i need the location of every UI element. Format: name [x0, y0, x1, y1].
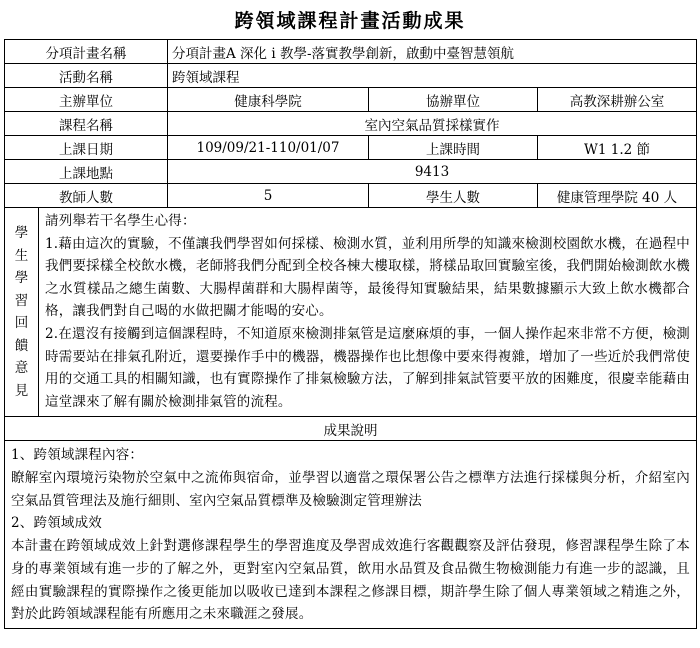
row-course-name	[5, 112, 697, 136]
feedback-label-char: 回	[14, 315, 29, 332]
feedback-item-1: 1.藉由這次的實驗，不僅讓我們學習如何採樣、檢測水質，並利用所學的知識來檢測校園飲水機，在過程中我們要採樣全校飲水機，老師將我們分配到全校各棟大樓取樣，將樣品取回實驗室後，我們開始檢測飲水機之水質樣品之總生菌數、大腸桿菌群和大腸桿菌等，最後得知實驗結果，結果數據顯示大致上飲水機都合格，讓我們對自己喝的水做把關才能喝的安心。	[45, 235, 691, 320]
teacher-count-label: 教師人數	[5, 184, 168, 208]
activity-name-value: 跨領域課程	[168, 64, 697, 88]
host-unit-label: 主辦單位	[5, 88, 168, 112]
outcome-header: 成果說明	[5, 417, 697, 441]
row-plan-name	[5, 40, 697, 64]
feedback-label-char: 意	[14, 360, 29, 377]
cohost-unit-value: 高教深耕辦公室	[538, 88, 697, 112]
host-unit-value: 健康科學院	[168, 88, 369, 112]
student-feedback-content	[39, 208, 697, 417]
class-location-value: 9413	[168, 160, 697, 184]
row-organizers	[5, 88, 697, 112]
activity-form-table	[4, 39, 697, 629]
course-name-label: 課程名稱	[5, 112, 168, 136]
row-student-feedback	[5, 208, 697, 417]
outcome-section-1-body: 瞭解室內環境污染物於空氣中之流佈與宿命，並學習以適當之環保署公告之標準方法進行採樣與分析，介紹室內空氣品質管理法及施行細則、室內空氣品質標準及檢驗測定管理辦法	[11, 470, 691, 509]
outcome-content	[5, 441, 697, 629]
cohost-unit-label: 協辦單位	[369, 88, 538, 112]
plan-name-label: 分項計畫名稱	[5, 40, 168, 64]
document-title: 跨領域課程計畫活動成果	[234, 10, 466, 32]
feedback-label-char: 饋	[14, 337, 29, 354]
feedback-item-2: 2.在還沒有接觸到這個課程時，不知道原來檢測排氣管是這麼麻煩的事，一個人操作起來非常不方便，檢測時需要站在排氣孔附近，還要操作手中的機器，機器操作也比想像中要來得複雜，增加了一些近於我們常使用的交通工具的相關知識，也有實際操作了排氣檢驗方法，了解到排氣試管要平放的困難度，很慶幸能藉由這堂課來了解有關於檢測排氣管的流程。	[45, 325, 691, 410]
teacher-count-value: 5	[168, 184, 369, 208]
activity-name-label: 活動名稱	[5, 64, 168, 88]
course-name-value: 室內空氣品質採樣實作	[168, 112, 697, 136]
outcome-section-2-title: 2、跨領域成效	[11, 515, 102, 532]
plan-name-value: 分項計畫A 深化 i 教學-落實教學創新，啟動中臺智慧領航	[168, 40, 697, 64]
feedback-label-char: 生	[14, 247, 29, 264]
feedback-label-char: 習	[14, 292, 29, 309]
row-activity-name	[5, 64, 697, 88]
row-outcome-content	[5, 441, 697, 629]
student-count-value: 健康管理學院 40 人	[538, 184, 697, 208]
row-outcome-header	[5, 417, 697, 441]
student-feedback-label	[5, 208, 39, 417]
student-count-label: 學生人數	[369, 184, 538, 208]
feedback-label-char: 學	[14, 270, 29, 287]
row-location	[5, 160, 697, 184]
class-location-label: 上課地點	[5, 160, 168, 184]
feedback-label-char: 見	[14, 382, 29, 399]
row-headcount	[5, 184, 697, 208]
outcome-section-2-body: 本計畫在跨領域成效上針對選修課程學生的學習進度及學習成效進行客觀觀察及評估發現，修習課程學生除了本身的專業領域有進一步的了解之外，更對室內空氣品質，飲用水品質及食品微生物檢測能力有進一步的認識，且經由實驗課程的實際操作之後更能加以吸收已達到本課程之修課目標，期許學生除了個人專業領域之精進之外，對於此跨領域課程能有所應用之未來職涯之發展。	[11, 538, 691, 623]
row-schedule	[5, 136, 697, 160]
feedback-label-char: 學	[14, 225, 29, 242]
feedback-intro: 請列舉若干名學生心得：	[45, 213, 196, 229]
class-time-value: W1 1.2 節	[538, 136, 697, 160]
outcome-section-1-title: 1、跨領域課程內容：	[11, 447, 144, 464]
class-time-label: 上課時間	[369, 136, 538, 160]
class-dates-label: 上課日期	[5, 136, 168, 160]
class-dates-value: 109/09/21-110/01/07	[168, 136, 369, 160]
